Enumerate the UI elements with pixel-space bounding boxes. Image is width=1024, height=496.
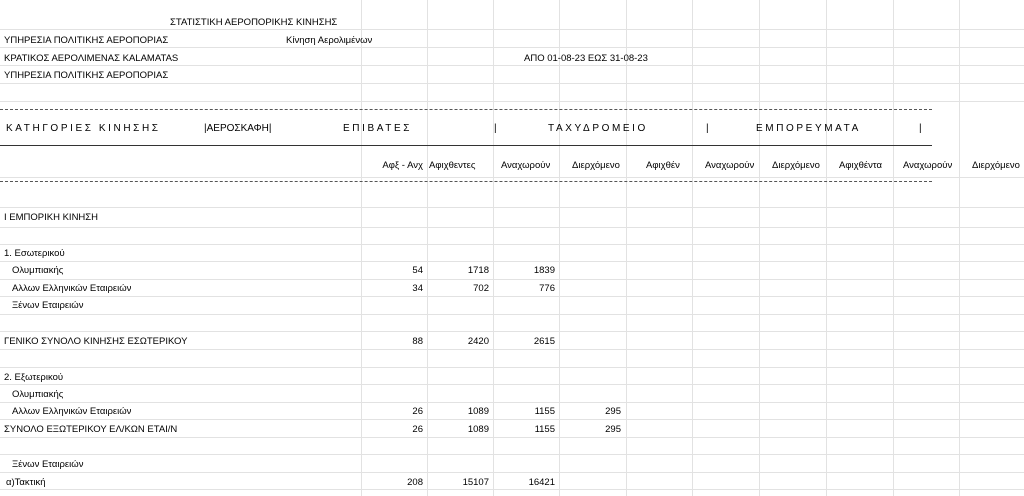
cell-departures[interactable]: 776	[539, 283, 555, 294]
column-header[interactable]: Αναχωρούν	[501, 160, 551, 171]
header-mail[interactable]: ΤΑΧΥΔΡΟΜΕΙΟ	[548, 123, 648, 134]
column-header[interactable]: Διερχόμενο	[972, 160, 1020, 171]
cell-arrivals[interactable]: 1089	[467, 406, 489, 417]
column-header[interactable]: Διερχόμενο	[772, 160, 820, 171]
report-title[interactable]: ΣΤΑΤΙΣΤΙΚΗ ΑΕΡΟΠΟΡΙΚΗΣ ΚΙΝΗΣΗΣ	[170, 17, 338, 28]
total-label[interactable]: ΓΕΝΙΚΟ ΣΥΝΟΛΟ ΚΙΝΗΣΗΣ ΕΣΩΤΕΡΙΚΟΥ	[4, 336, 188, 347]
subsection-label[interactable]: 2. Εξωτερικού	[4, 372, 64, 383]
total-label[interactable]: ΣΥΝΟΛΟ ΕΞΩΤΕΡΙΚΟΥ ΕΛ/ΚΩΝ ΕΤΑΙ/Ν	[4, 424, 178, 435]
service-name[interactable]: ΥΠΗΡΕΣΙΑ ΠΟΛΙΤΙΚΗΣ ΑΕΡΟΠΟΡΙΑΣ	[4, 35, 169, 46]
cell-aircraft[interactable]: 54	[412, 265, 423, 276]
gridline	[0, 367, 1024, 385]
airport-name[interactable]: ΚΡΑΤΙΚΟΣ ΑΕΡΟΛΙΜΕΝΑΣ KALAMATAS	[4, 53, 179, 64]
cell-departures[interactable]: 16421	[528, 477, 555, 488]
header-separator: |	[494, 123, 497, 134]
row-label[interactable]: Ολυμπιακής	[12, 389, 64, 400]
cell-arrivals[interactable]: 15107	[462, 477, 489, 488]
row-label[interactable]: Ξένων Εταιρειών	[12, 300, 84, 311]
column-header[interactable]: Διερχόμενο	[572, 160, 620, 171]
gridline	[0, 84, 1024, 102]
row-label[interactable]: α)Τακτική	[6, 477, 46, 488]
solid-rule	[0, 145, 932, 146]
cell-departures[interactable]: 2615	[533, 336, 555, 347]
date-range[interactable]: ΑΠΟ 01-08-23 ΕΩΣ 31-08-23	[524, 53, 648, 64]
dashed-rule	[0, 181, 932, 182]
gridline	[0, 244, 1024, 262]
gridline	[0, 190, 1024, 208]
header-categories[interactable]: ΚΑΤΗΓΟΡΙΕΣ ΚΙΝΗΣΗΣ	[6, 123, 161, 134]
header-aircraft[interactable]: |ΑΕΡΟΣΚΑΦΗ|	[204, 123, 272, 134]
gridline	[0, 314, 1024, 332]
column-header[interactable]: Αναχωρούν	[705, 160, 755, 171]
cell-departures[interactable]: 1155	[534, 406, 555, 417]
cell-aircraft[interactable]: 208	[407, 477, 423, 488]
gridline	[0, 350, 1024, 368]
row-label[interactable]: Ξένων Εταιρειών	[12, 459, 84, 470]
gridline	[0, 210, 1024, 228]
subsection-label[interactable]: 1. Εσωτερικού	[4, 248, 65, 259]
header-cargo[interactable]: ΕΜΠΟΡΕΥΜΑΤΑ	[756, 123, 861, 134]
row-label[interactable]: Αλλων Ελληνικών Εταιρειών	[12, 283, 132, 294]
report-subtitle[interactable]: Κίνηση Αερολιμένων	[286, 35, 373, 46]
cell-arrivals[interactable]: 1089	[467, 424, 489, 435]
column-header[interactable]: Αφιχθέντα	[839, 160, 882, 171]
gridline	[0, 227, 1024, 245]
cell-transit[interactable]: 295	[605, 424, 621, 435]
service-name-2[interactable]: ΥΠΗΡΕΣΙΑ ΠΟΛΙΤΙΚΗΣ ΑΕΡΟΠΟΡΙΑΣ	[4, 70, 169, 81]
gridline	[0, 455, 1024, 473]
column-header[interactable]: Αφιχθέν	[646, 160, 680, 171]
header-separator: |	[919, 123, 922, 134]
header-separator: |	[706, 123, 709, 134]
column-header[interactable]: Αφξ - Ανχ	[382, 160, 423, 171]
header-passengers[interactable]: ΕΠΙΒΑΤΕΣ	[343, 123, 413, 134]
gridline	[0, 12, 1024, 30]
cell-arrivals[interactable]: 1718	[467, 265, 489, 276]
cell-departures[interactable]: 1155	[534, 424, 555, 435]
column-header[interactable]: Αφιχθεντες	[429, 160, 476, 171]
cell-arrivals[interactable]: 2420	[467, 336, 489, 347]
row-label[interactable]: Ολυμπιακής	[12, 265, 64, 276]
gridline	[0, 437, 1024, 455]
cell-transit[interactable]: 295	[605, 406, 621, 417]
cell-aircraft[interactable]: 34	[412, 283, 423, 294]
cell-aircraft[interactable]: 26	[412, 424, 423, 435]
column-header[interactable]: Αναχωρούν	[903, 160, 953, 171]
cell-arrivals[interactable]: 702	[473, 283, 489, 294]
dashed-rule	[0, 109, 932, 110]
gridline	[0, 385, 1024, 403]
cell-aircraft[interactable]: 26	[412, 406, 423, 417]
gridline	[0, 297, 1024, 315]
cell-departures[interactable]: 1839	[533, 265, 555, 276]
row-label[interactable]: Αλλων Ελληνικών Εταιρειών	[12, 406, 132, 417]
section-label[interactable]: I ΕΜΠΟΡΙΚΗ ΚΙΝΗΣΗ	[4, 212, 99, 223]
cell-aircraft[interactable]: 88	[412, 336, 423, 347]
